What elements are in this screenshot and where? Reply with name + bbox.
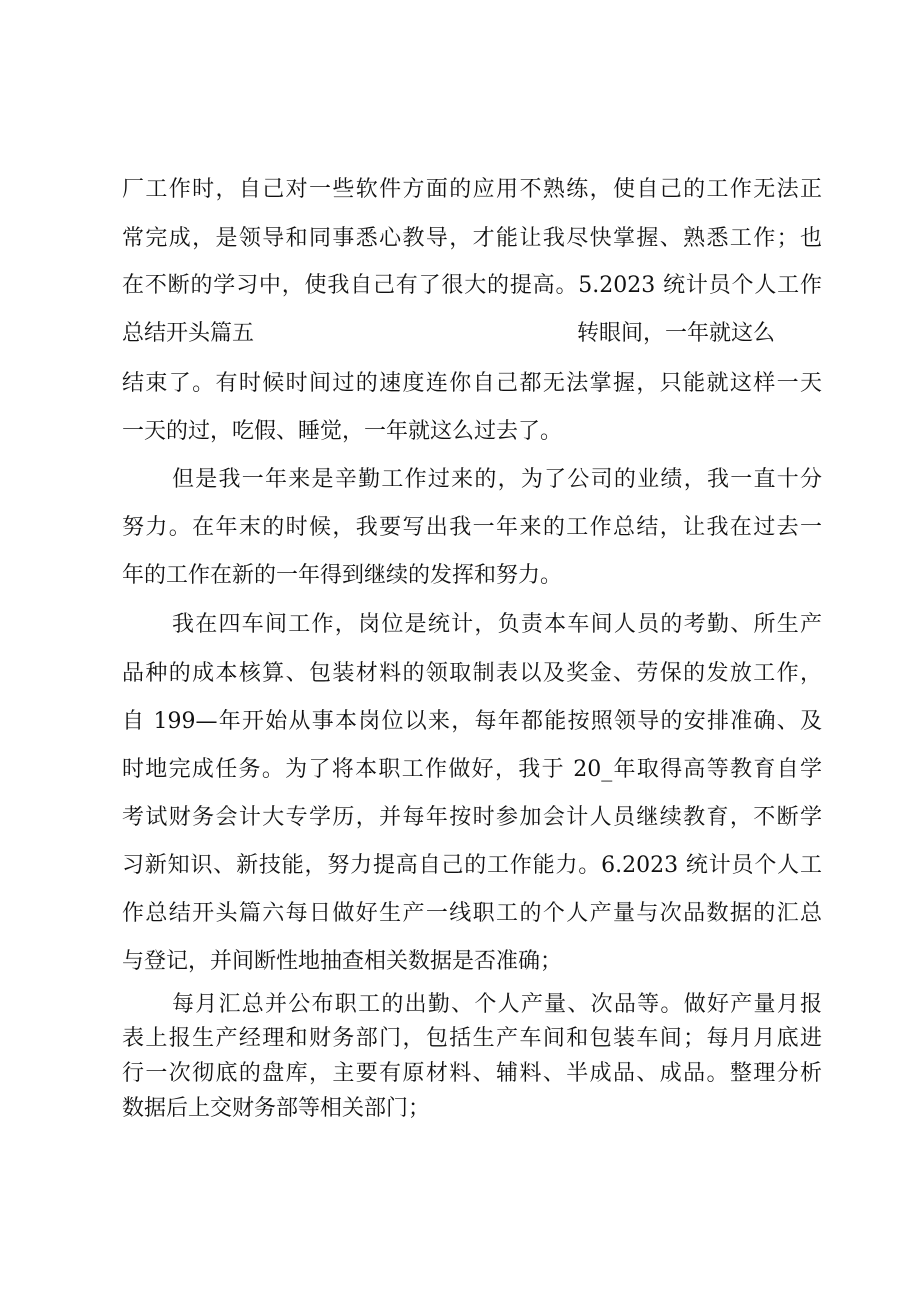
text-line: 我在四车间工作，岗位是统计，负责本车间人员的考勤、所生产 [172, 612, 822, 637]
text-line: 结束了。有时候时间过的速度连你自己都无法掌握，只能就这样一天 [122, 371, 822, 396]
text-line: 每月汇总并公布职工的出勤、个人产量、次品等。做好产量月报 [172, 992, 822, 1017]
text-line: 品种的成本核算、包装材料的领取制表以及奖金、劳保的发放工作， [122, 661, 822, 686]
section-heading: 总结开头篇五 [122, 321, 255, 346]
text-line: 习新知识、新技能，努力提高自己的工作能力。6.2023 统计员个人工 [122, 853, 822, 878]
text-line: 考试财务会计大专学历，并每年按时参加会计人员继续教育，不断学 [122, 805, 822, 830]
text-line: 与登记，并间断性地抽查相关数据是否准确； [122, 949, 563, 974]
text-line: 转眼间，一年就这么 [577, 321, 776, 346]
text-line: 一天的过，吃假、睡觉，一年就这么过去了。 [122, 419, 563, 444]
text-line: 厂工作时，自己对一些软件方面的应用不熟练，使自己的工作无法正 [122, 177, 822, 202]
text-line: 年的工作在新的一年得到继续的发挥和努力。 [122, 563, 563, 588]
text-line: 数据后上交财务部等相关部门； [122, 1096, 431, 1121]
text-line: 作总结开头篇六每日做好生产一线职工的个人产量与次品数据的汇总 [122, 901, 822, 926]
text-line: 时地完成任务。为了将本职工作做好，我于 20_年取得高等教育自学 [122, 757, 822, 782]
text-line: 自 199—年开始从事本岗位以来，每年都能按照领导的安排准确、及 [122, 709, 822, 734]
text-line: 但是我一年来是辛勤工作过来的，为了公司的业绩，我一直十分 [172, 467, 822, 492]
text-line: 表上报生产经理和财务部门，包括生产车间和包装车间；每月月底进 [122, 1026, 822, 1051]
text-line: 常完成，是领导和同事悉心教导，才能让我尽快掌握、熟悉工作；也 [122, 226, 822, 251]
text-line: 在不断的学习中，使我自己有了很大的提高。5.2023 统计员个人工作 [122, 273, 822, 298]
text-line: 努力。在年末的时候，我要写出我一年来的工作总结，让我在过去一 [122, 515, 822, 540]
text-line: 行一次彻底的盘库，主要有原材料、辅料、半成品、成品。整理分析 [122, 1061, 822, 1086]
